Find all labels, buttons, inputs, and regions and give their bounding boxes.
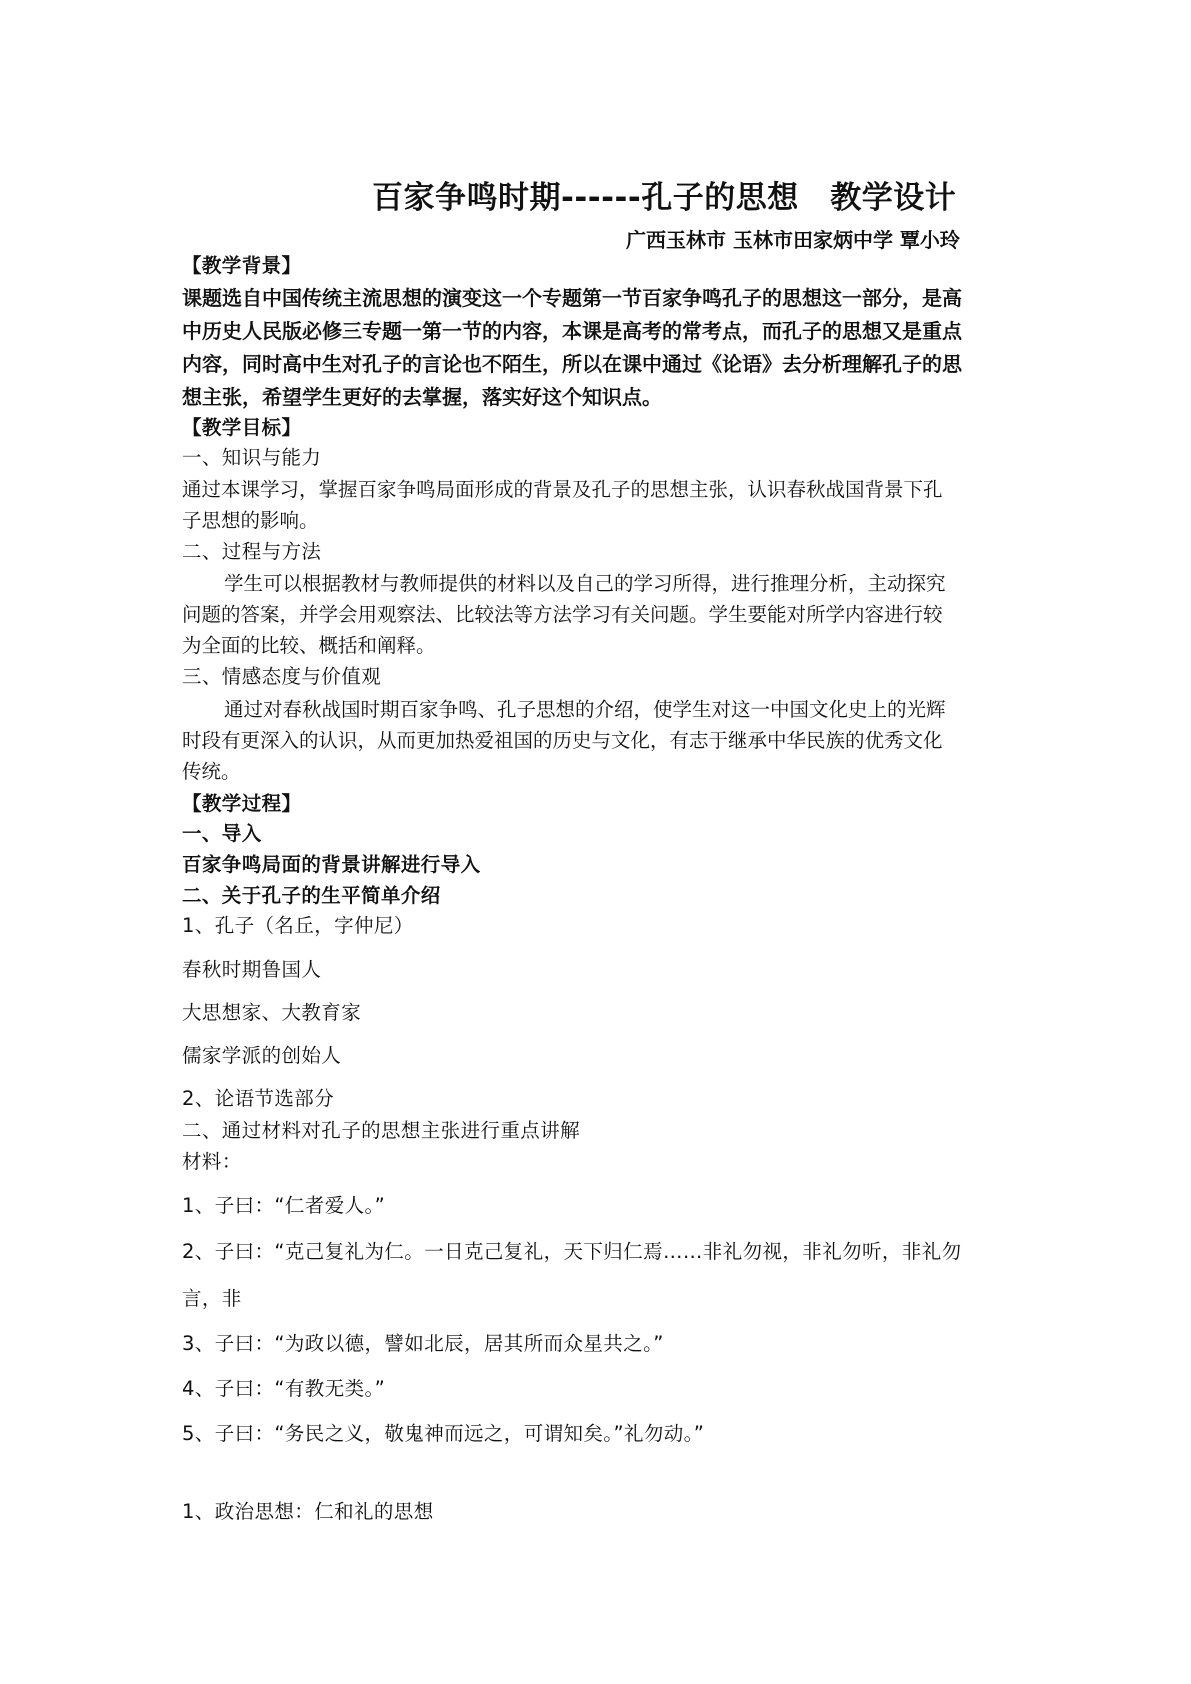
quote-item: 3、子曰：“为政以德，譬如北辰，居其所而众星共之。” bbox=[182, 1332, 664, 1355]
quote-item: 1、子曰：“仁者爱人。” bbox=[182, 1194, 386, 1217]
section-heading-goals: 【教学目标】 bbox=[182, 416, 302, 439]
background-line: 课题选自中国传统主流思想的演变这一个专题第一节百家争鸣孔子的思想这一部分，是高 bbox=[182, 286, 962, 310]
goal-process-line: 学生可以根据教材与教师提供的材料以及自己的学习所得，进行推理分析，主动探究 bbox=[224, 572, 946, 595]
bio-item: 大思想家、大教育家 bbox=[182, 1001, 362, 1024]
background-line: 中历史人民版必修三专题一第一节的内容，本课是高考的常考点，而孔子的思想又是重点 bbox=[182, 319, 962, 343]
background-paragraph bbox=[182, 282, 1022, 414]
goal-knowledge-title: 一、知识与能力 bbox=[182, 446, 322, 469]
goal-process-paragraph bbox=[182, 568, 1022, 661]
section-heading-background: 【教学背景】 bbox=[182, 254, 302, 277]
materials-label: 材料： bbox=[182, 1150, 242, 1173]
background-line: 内容，同时高中生对孔子的言论也不陌生，所以在课中通过《论语》去分析理解孔子的思 bbox=[182, 352, 962, 376]
process-intro-text: 百家争鸣局面的背景讲解进行导入 bbox=[182, 853, 481, 876]
goal-emotion-line: 传统。 bbox=[182, 760, 241, 783]
document-title: 百家争鸣时期------孔子的思想 教学设计 bbox=[372, 180, 957, 216]
bio-item: 2、论语节选部分 bbox=[182, 1087, 335, 1110]
process-bio-title: 二、关于孔子的生平简单介绍 bbox=[182, 884, 441, 907]
quote-item: 5、子曰：“务民之义，敬鬼神而远之，可谓知矣。”礼勿动。” bbox=[182, 1422, 705, 1445]
politics-heading: 1、政治思想：仁和礼的思想 bbox=[182, 1500, 434, 1523]
background-line: 想主张，希望学生更好的去掌握，落实好这个知识点。 bbox=[182, 385, 662, 409]
section-heading-process: 【教学过程】 bbox=[182, 792, 302, 815]
bio-item: 儒家学派的创始人 bbox=[182, 1044, 342, 1067]
quote-item: 2、子曰：“克己复礼为仁。一日克己复礼，天下归仁焉……非礼勿视，非礼勿听，非礼勿 bbox=[182, 1240, 962, 1263]
process-thought-title: 二、通过材料对孔子的思想主张进行重点讲解 bbox=[182, 1119, 581, 1142]
goal-emotion-title: 三、情感态度与价值观 bbox=[182, 665, 382, 688]
author-line: 广西玉林市 玉林市田家炳中学 覃小玲 bbox=[626, 228, 960, 252]
goal-knowledge-paragraph bbox=[182, 474, 1022, 536]
goal-emotion-line: 通过对春秋战国时期百家争鸣、孔子思想的介绍，使学生对这一中国文化史上的光辉 bbox=[224, 698, 946, 721]
goal-process-line: 为全面的比较、概括和阐释。 bbox=[182, 634, 436, 657]
bio-item: 春秋时期鲁国人 bbox=[182, 958, 322, 981]
goal-process-line: 问题的答案，并学会用观察法、比较法等方法学习有关问题。学生要能对所学内容进行较 bbox=[182, 603, 943, 626]
process-intro-title: 一、导入 bbox=[182, 822, 262, 845]
quote-item: 言，非 bbox=[182, 1287, 242, 1310]
goal-process-title: 二、过程与方法 bbox=[182, 540, 322, 563]
goal-emotion-line: 时段有更深入的认识，从而更加热爱祖国的历史与文化，有志于继承中华民族的优秀文化 bbox=[182, 729, 943, 752]
bio-item: 1、孔子（名丘，字仲尼） bbox=[182, 914, 414, 937]
quote-item: 4、子曰：“有教无类。” bbox=[182, 1377, 386, 1400]
goal-emotion-paragraph bbox=[182, 694, 1022, 787]
goal-knowledge-line: 通过本课学习，掌握百家争鸣局面形成的背景及孔子的思想主张，认识春秋战国背景下孔 bbox=[182, 478, 943, 501]
goal-knowledge-line: 子思想的影响。 bbox=[182, 509, 319, 532]
